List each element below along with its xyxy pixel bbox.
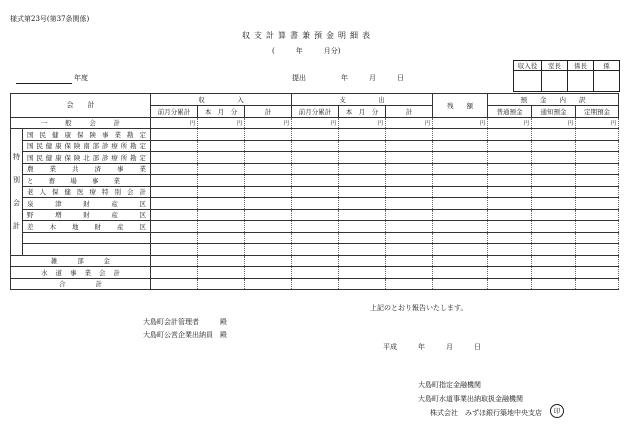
amount-cell[interactable] — [292, 255, 339, 267]
amount-cell[interactable] — [488, 255, 532, 267]
row-general: 一般会計 — [11, 117, 151, 129]
amount-cell[interactable] — [488, 209, 532, 221]
amount-cell[interactable] — [433, 278, 488, 290]
amount-cell[interactable] — [292, 244, 339, 256]
amount-cell[interactable] — [532, 221, 576, 233]
sub-fixed: 定期預金 — [576, 106, 619, 118]
amount-cell[interactable] — [576, 209, 619, 221]
header-balance: 残 額 — [433, 94, 488, 118]
amount-cell[interactable] — [386, 267, 433, 279]
amount-cell[interactable] — [245, 232, 292, 244]
table-row — [11, 209, 619, 221]
amount-cell[interactable] — [339, 278, 386, 290]
amount-cell[interactable] — [151, 140, 198, 152]
amount-cell[interactable] — [198, 186, 245, 198]
amount-cell[interactable] — [576, 255, 619, 267]
amount-cell[interactable] — [386, 152, 433, 164]
table-row — [11, 152, 619, 164]
row-label: 農業共済事業 — [23, 163, 151, 175]
amount-cell[interactable] — [532, 209, 576, 221]
row-water: 水道事業会計 — [11, 267, 151, 279]
addressee-enterprise: 大島町公営企業出納員 殿 — [143, 331, 227, 339]
amount-cell[interactable] — [433, 186, 488, 198]
table-row — [11, 117, 619, 129]
amount-cell[interactable] — [151, 117, 198, 129]
statement-table — [10, 93, 619, 290]
amount-cell[interactable] — [488, 175, 532, 187]
yen-mark: 円 — [330, 120, 336, 127]
amount-cell[interactable] — [488, 198, 532, 210]
amount-cell[interactable] — [245, 198, 292, 210]
amount-cell[interactable] — [532, 140, 576, 152]
amount-cell[interactable] — [245, 255, 292, 267]
amount-cell[interactable] — [532, 129, 576, 141]
sub-total-expense: 計 — [386, 106, 433, 118]
amount-cell[interactable] — [433, 232, 488, 244]
amount-cell[interactable] — [198, 175, 245, 187]
amount-cell[interactable] — [292, 278, 339, 290]
amount-cell[interactable] — [532, 163, 576, 175]
report-date: 平成 年 月 日 — [383, 343, 481, 351]
amount-cell[interactable] — [339, 140, 386, 152]
amount-cell[interactable] — [198, 267, 245, 279]
amount-cell[interactable] — [292, 152, 339, 164]
amount-cell[interactable] — [433, 163, 488, 175]
amount-cell[interactable] — [151, 209, 198, 221]
amount-cell[interactable] — [245, 163, 292, 175]
amount-cell[interactable] — [433, 255, 488, 267]
amount-cell[interactable] — [532, 186, 576, 198]
row-label: 国民健康保険北部診療所勘定 — [23, 152, 151, 164]
table-row — [11, 244, 619, 256]
amount-cell[interactable] — [339, 209, 386, 221]
amount-cell[interactable] — [151, 186, 198, 198]
table-row — [11, 163, 619, 175]
amount-cell[interactable] — [488, 117, 532, 129]
amount-cell[interactable] — [245, 278, 292, 290]
amount-cell[interactable] — [576, 244, 619, 256]
special-label-char: 会 — [13, 198, 20, 207]
amount-cell[interactable] — [339, 198, 386, 210]
amount-cell[interactable] — [433, 267, 488, 279]
row-label — [23, 244, 151, 256]
special-account-label — [11, 129, 23, 256]
yen-mark: 円 — [236, 120, 242, 127]
amount-cell[interactable] — [386, 163, 433, 175]
approval-label: 係 — [594, 61, 620, 71]
approval-label: 収入役 — [514, 61, 542, 71]
form-number: 様式第23号(第37条関係) — [10, 15, 90, 23]
amount-cell[interactable] — [576, 163, 619, 175]
yen-mark: 円 — [479, 120, 485, 127]
amount-cell[interactable] — [198, 278, 245, 290]
amount-cell[interactable] — [245, 175, 292, 187]
amount-cell[interactable] — [292, 267, 339, 279]
amount-cell[interactable] — [339, 152, 386, 164]
amount-cell[interactable] — [488, 278, 532, 290]
yen-mark: 円 — [523, 120, 529, 127]
amount-cell[interactable] — [532, 175, 576, 187]
amount-cell[interactable] — [532, 232, 576, 244]
amount-cell[interactable] — [245, 129, 292, 141]
report-statement: 上記のとおり報告いたします。 — [370, 304, 468, 312]
amount-cell[interactable] — [576, 117, 619, 129]
amount-cell[interactable] — [339, 129, 386, 141]
amount-cell[interactable] — [245, 221, 292, 233]
row-label: 野増財産区 — [23, 209, 151, 221]
amount-cell[interactable] — [151, 278, 198, 290]
amount-cell[interactable] — [433, 129, 488, 141]
amount-cell[interactable] — [339, 186, 386, 198]
amount-cell[interactable] — [386, 244, 433, 256]
header-income: 収 入 — [151, 94, 292, 106]
amount-cell[interactable] — [292, 209, 339, 221]
sub-prev-expense: 前月分累計 — [292, 106, 339, 118]
amount-cell[interactable] — [339, 117, 386, 129]
row-label: 国民健康保険南部診療所勘定 — [23, 140, 151, 152]
amount-cell[interactable] — [386, 175, 433, 187]
bank-designated: 大島町指定金融機関 — [418, 381, 481, 389]
amount-cell[interactable] — [151, 244, 198, 256]
seal-icon: 印 — [550, 404, 564, 418]
amount-cell[interactable] — [433, 244, 488, 256]
amount-cell[interactable] — [151, 267, 198, 279]
special-label-char: 計 — [13, 221, 20, 230]
approval-stamp-box[interactable] — [542, 71, 568, 92]
amount-cell[interactable] — [292, 198, 339, 210]
amount-cell[interactable] — [576, 140, 619, 152]
amount-cell[interactable] — [532, 152, 576, 164]
approval-boxes — [513, 60, 620, 92]
amount-cell[interactable] — [386, 221, 433, 233]
amount-cell[interactable] — [339, 175, 386, 187]
amount-cell[interactable] — [245, 186, 292, 198]
amount-cell[interactable] — [292, 186, 339, 198]
amount-cell[interactable] — [433, 152, 488, 164]
sub-month-expense: 本 月 分 — [339, 106, 386, 118]
yen-mark: 円 — [610, 120, 616, 127]
table-row — [11, 129, 619, 141]
amount-cell[interactable] — [386, 198, 433, 210]
amount-cell[interactable] — [532, 117, 576, 129]
amount-cell[interactable] — [532, 278, 576, 290]
amount-cell[interactable] — [576, 186, 619, 198]
amount-cell[interactable] — [339, 232, 386, 244]
amount-cell[interactable] — [339, 255, 386, 267]
amount-cell[interactable] — [386, 129, 433, 141]
amount-cell[interactable] — [245, 209, 292, 221]
amount-cell[interactable] — [488, 163, 532, 175]
bank-water: 大島町水道事業出納取扱金融機関 — [418, 395, 523, 403]
amount-cell[interactable] — [198, 140, 245, 152]
amount-cell[interactable] — [292, 129, 339, 141]
yen-mark: 円 — [424, 120, 430, 127]
submission-date: 提出 年 月 日 — [292, 74, 404, 82]
amount-cell[interactable] — [386, 140, 433, 152]
yen-mark: 円 — [567, 120, 573, 127]
amount-cell[interactable] — [151, 175, 198, 187]
sub-ordinary: 普通預金 — [488, 106, 532, 118]
yen-mark: 円 — [377, 120, 383, 127]
amount-cell[interactable] — [433, 117, 488, 129]
amount-cell[interactable] — [576, 198, 619, 210]
amount-cell[interactable] — [198, 152, 245, 164]
amount-cell[interactable] — [433, 221, 488, 233]
amount-cell[interactable] — [198, 198, 245, 210]
amount-cell[interactable] — [576, 221, 619, 233]
amount-cell[interactable] — [151, 221, 198, 233]
amount-cell[interactable] — [245, 140, 292, 152]
approval-stamp-box[interactable] — [514, 71, 542, 92]
amount-cell[interactable] — [245, 267, 292, 279]
table-row — [11, 267, 619, 279]
sub-prev-income: 前月分累計 — [151, 106, 198, 118]
amount-cell[interactable] — [245, 244, 292, 256]
amount-cell[interactable] — [339, 163, 386, 175]
yen-mark: 円 — [189, 120, 195, 127]
table-row — [11, 221, 619, 233]
amount-cell[interactable] — [339, 244, 386, 256]
table-row — [11, 255, 619, 267]
header-account: 会 計 — [11, 94, 151, 118]
amount-cell[interactable] — [386, 278, 433, 290]
amount-cell[interactable] — [386, 232, 433, 244]
amount-cell[interactable] — [151, 163, 198, 175]
amount-cell[interactable] — [386, 209, 433, 221]
amount-cell[interactable] — [151, 152, 198, 164]
row-misc: 雑部金 — [11, 255, 151, 267]
fiscal-year-line — [16, 83, 72, 84]
amount-cell[interactable] — [488, 129, 532, 141]
amount-cell[interactable] — [198, 117, 245, 129]
sub-notice: 通知預金 — [532, 106, 576, 118]
table-row — [11, 140, 619, 152]
table-row — [11, 278, 619, 290]
amount-cell[interactable] — [532, 244, 576, 256]
row-label: と畜場事業 — [23, 175, 151, 187]
addressee-accountant: 大島町会計管理者 殿 — [143, 318, 227, 326]
amount-cell[interactable] — [386, 255, 433, 267]
amount-cell[interactable] — [151, 255, 198, 267]
amount-cell[interactable] — [576, 129, 619, 141]
approval-stamp-box[interactable] — [568, 71, 594, 92]
amount-cell[interactable] — [292, 221, 339, 233]
amount-cell[interactable] — [198, 129, 245, 141]
amount-cell[interactable] — [151, 129, 198, 141]
amount-cell[interactable] — [488, 140, 532, 152]
amount-cell[interactable] — [532, 198, 576, 210]
header-deposit: 預 金 内 訳 — [488, 94, 619, 106]
amount-cell[interactable] — [339, 267, 386, 279]
table-row — [11, 232, 619, 244]
approval-label: 係長 — [568, 61, 594, 71]
sub-month-income: 本 月 分 — [198, 106, 245, 118]
amount-cell[interactable] — [576, 175, 619, 187]
amount-cell[interactable] — [488, 152, 532, 164]
amount-cell[interactable] — [339, 221, 386, 233]
special-label-char: 別 — [13, 175, 20, 184]
special-label-char: 特 — [13, 152, 20, 161]
amount-cell[interactable] — [292, 140, 339, 152]
amount-cell[interactable] — [488, 267, 532, 279]
amount-cell[interactable] — [576, 278, 619, 290]
amount-cell[interactable] — [245, 152, 292, 164]
amount-cell[interactable] — [433, 209, 488, 221]
header-expense: 支 出 — [292, 94, 433, 106]
amount-cell[interactable] — [292, 175, 339, 187]
table-row — [11, 198, 619, 210]
amount-cell[interactable] — [433, 198, 488, 210]
amount-cell[interactable] — [576, 232, 619, 244]
amount-cell[interactable] — [198, 209, 245, 221]
amount-cell[interactable] — [198, 163, 245, 175]
row-total: 合計 — [11, 278, 151, 290]
row-label: 老人保健医療特別会計 — [23, 186, 151, 198]
fiscal-year-label: 年度 — [74, 74, 88, 82]
amount-cell[interactable] — [532, 267, 576, 279]
approval-stamp-box[interactable] — [594, 71, 620, 92]
sub-total-income: 計 — [245, 106, 292, 118]
amount-cell[interactable] — [198, 255, 245, 267]
document-title: 収支計算書兼預金明細表 — [242, 31, 374, 40]
amount-cell[interactable] — [292, 163, 339, 175]
amount-cell[interactable] — [292, 117, 339, 129]
amount-cell[interactable] — [488, 232, 532, 244]
amount-cell[interactable] — [576, 152, 619, 164]
yen-mark: 円 — [283, 120, 289, 127]
approval-label: 室長 — [542, 61, 568, 71]
amount-cell[interactable] — [292, 232, 339, 244]
amount-cell[interactable] — [433, 140, 488, 152]
period-label: ( 年 月分) — [272, 47, 341, 55]
amount-cell[interactable] — [151, 232, 198, 244]
amount-cell[interactable] — [433, 175, 488, 187]
amount-cell[interactable] — [198, 232, 245, 244]
row-label: 泉津財産区 — [23, 198, 151, 210]
row-label: 国民健康保険事業勘定 — [23, 129, 151, 141]
bank-branch: 株式会社 みずほ銀行築地中央支店 — [430, 409, 542, 417]
amount-cell[interactable] — [488, 186, 532, 198]
row-label — [23, 232, 151, 244]
amount-cell[interactable] — [386, 117, 433, 129]
amount-cell[interactable] — [532, 255, 576, 267]
amount-cell[interactable] — [151, 198, 198, 210]
amount-cell[interactable] — [386, 186, 433, 198]
amount-cell[interactable] — [576, 267, 619, 279]
amount-cell[interactable] — [198, 221, 245, 233]
amount-cell[interactable] — [488, 244, 532, 256]
amount-cell[interactable] — [198, 244, 245, 256]
table-row — [11, 175, 619, 187]
table-row — [11, 186, 619, 198]
row-label: 差木地財産区 — [23, 221, 151, 233]
amount-cell[interactable] — [245, 117, 292, 129]
amount-cell[interactable] — [488, 221, 532, 233]
